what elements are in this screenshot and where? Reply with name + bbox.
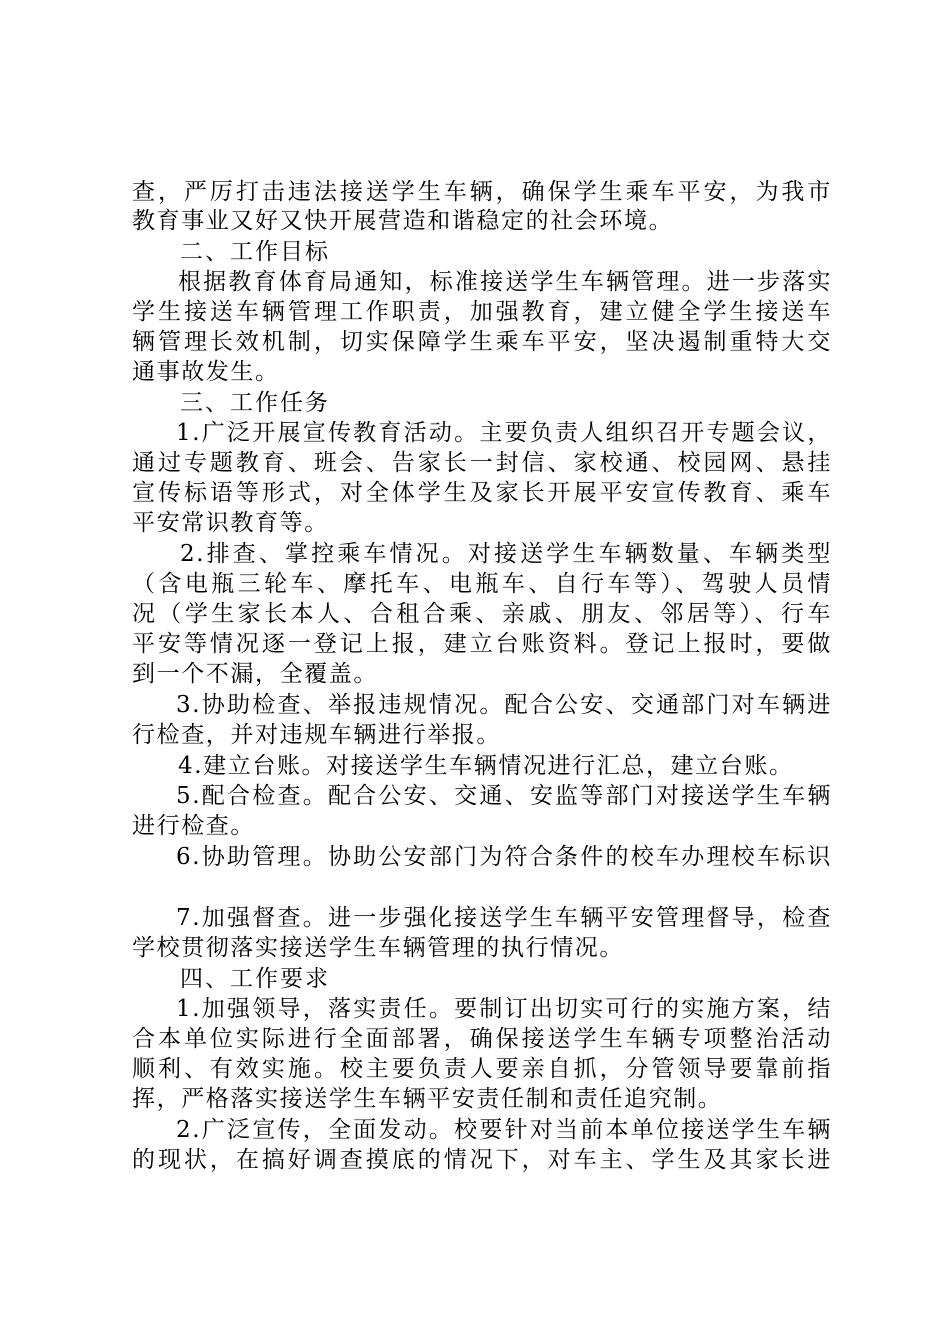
section-heading-goals: 二、工作目标 [180,239,330,265]
text-line-19: 行检查，并对违规车辆进行举报。 [132,722,501,748]
section-heading-requirements: 四、工作要求 [180,966,330,992]
text-line-18: 3.协助检查、举报违规情况。配合公安、交通部门对车辆进 [176,692,832,718]
text-line-21: 5.配合检查。配合公安、交通、安监等部门对接送学生车辆 [176,783,832,809]
text-line-16: 平安等情况逐一登记上报，建立台账资料。登记上报时，要做 [132,631,832,657]
text-line-12: 平安常识教育等。 [132,510,329,536]
text-line-7: 通事故发生。 [132,359,280,385]
text-line-31: 2.广泛宣传，全面发动。校要针对当前本单位接送学生车辆 [176,1117,832,1143]
text-line-9: 1.广泛开展宣传教育活动。主要负责人组织召开专题会议， [176,420,832,446]
text-line-6: 辆管理长效机制，切实保障学生乘车平安，坚决遏制重特大交 [132,329,832,355]
text-line-32: 的现状，在搞好调查摸底的情况下，对车主、学生及其家长进 [132,1147,832,1173]
text-line-11: 宣传标语等形式，对全体学生及家长开展平安宣传教育、乘车 [132,480,832,506]
text-line-29: 顺利、有效实施。校主要负责人要亲自抓，分管领导要靠前指 [132,1056,832,1082]
text-line-14: （含电瓶三轮车、摩托车、电瓶车、自行车等）、驾驶人员情 [132,571,832,597]
text-line-27: 1.加强领导，落实责任。要制订出切实可行的实施方案，结 [176,996,832,1022]
section-heading-tasks: 三、工作任务 [180,390,330,416]
text-line-25: 学校贯彻落实接送学生车辆管理的执行情况。 [132,935,624,961]
text-line-17: 到一个不漏，全覆盖。 [132,661,378,687]
text-line-30: 挥，严格落实接送学生车辆平安责任制和责任追究制。 [132,1086,723,1112]
text-line-15: 况（学生家长本人、合租合乘、亲戚、朋友、邻居等）、行车 [132,601,832,627]
text-line-24: 7.加强督查。进一步强化接送学生车辆平安管理督导，检查 [176,905,832,931]
text-line-22: 进行检查。 [132,813,255,839]
text-line-4: 根据教育体育局通知，标准接送学生车辆管理。进一步落实 [178,269,832,295]
text-line-1: 查，严厉打击违法接送学生车辆，确保学生乘车平安，为我市 [132,179,832,205]
text-line-2: 教育事业又好又快开展营造和谐稳定的社会环境。 [132,208,674,234]
text-line-28: 合本单位实际进行全面部署，确保接送学生车辆专项整治活动 [132,1026,832,1052]
text-line-13: 2.排查、掌控乘车情况。对接送学生车辆数量、车辆类型 [180,541,832,567]
text-line-10: 通过专题教育、班会、告家长一封信、家校通、校园网、悬挂 [132,450,832,476]
text-line-5: 学生接送车辆管理工作职责，加强教育，建立健全学生接送车 [132,299,832,325]
text-line-23: 6.协助管理。协助公安部门为符合条件的校车办理校车标识 [176,844,832,870]
text-line-20: 4.建立台账。对接送学生车辆情况进行汇总，建立台账。 [178,753,794,779]
